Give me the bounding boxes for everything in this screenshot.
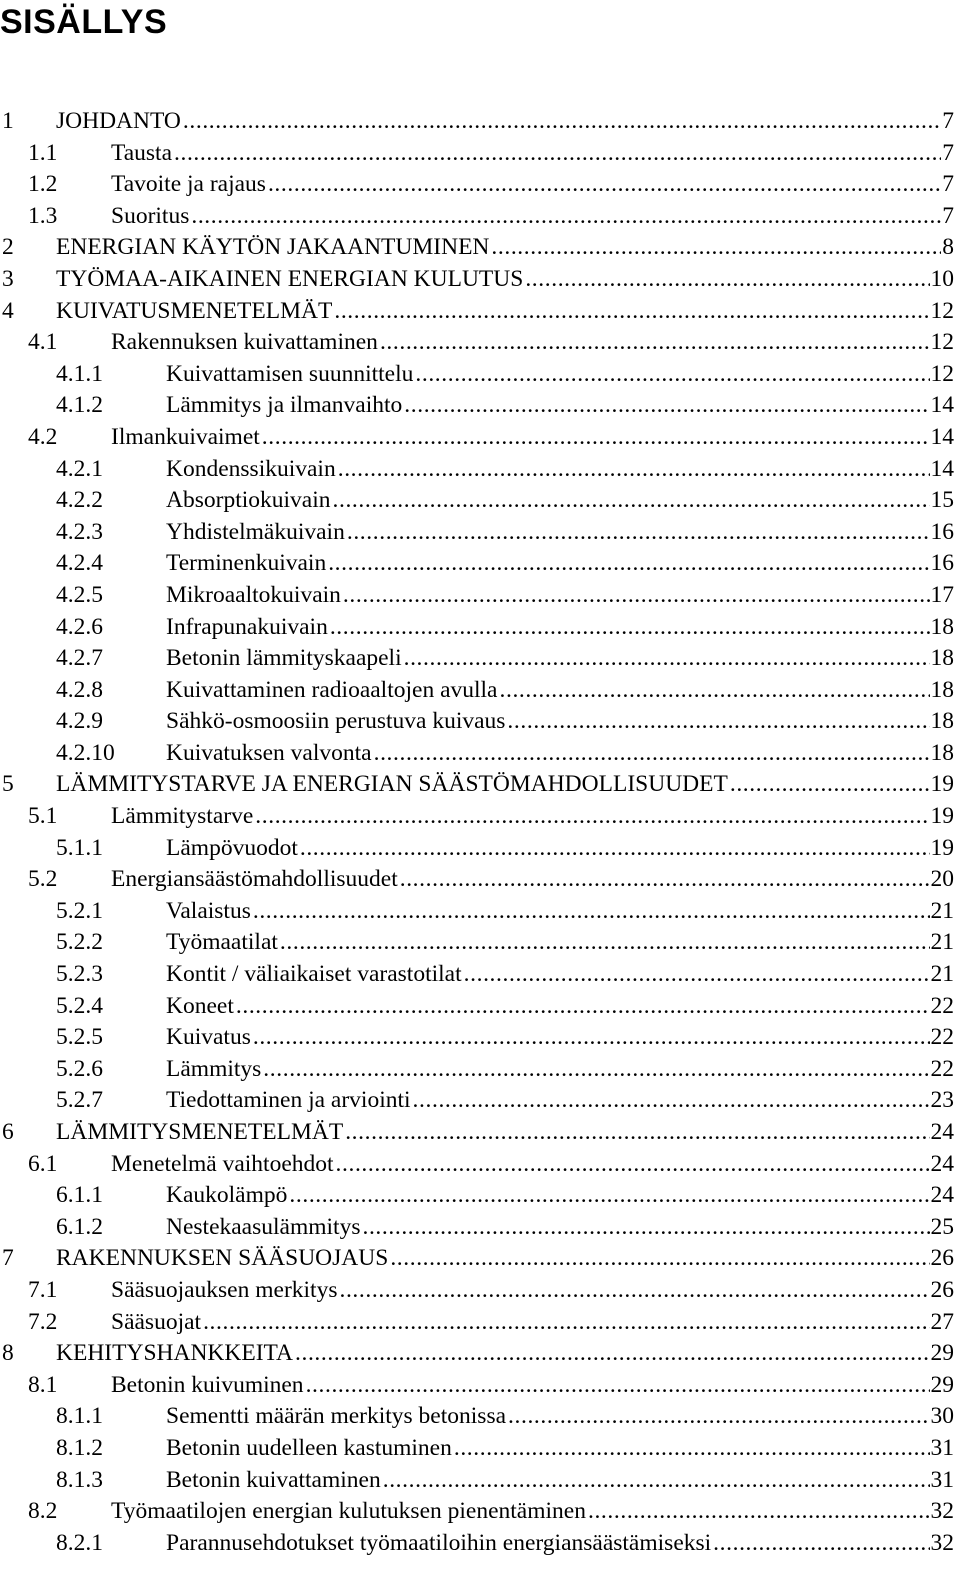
dot-leader	[306, 1370, 930, 1402]
toc-entry-page-number: 22	[930, 991, 955, 1023]
toc-entry-line	[166, 359, 954, 391]
toc-entry-title: Tavoite ja rajaus	[111, 169, 268, 201]
dot-leader	[730, 769, 930, 801]
toc-entry-title: Kuivatus	[166, 1022, 253, 1054]
toc-entry-page-number: 32	[930, 1496, 955, 1528]
toc-entry[interactable]	[0, 1496, 960, 1528]
dot-leader	[330, 612, 930, 644]
dot-leader	[339, 1275, 929, 1307]
toc-entry-line	[111, 201, 954, 233]
toc-entry-title: Rakennuksen kuivattaminen	[111, 327, 380, 359]
toc-entry[interactable]	[0, 706, 960, 738]
toc-entry-number: 4.1.2	[56, 392, 103, 419]
dot-leader	[334, 296, 929, 328]
toc-entry[interactable]	[0, 1243, 960, 1275]
page-title: SISÄLLYS	[0, 3, 168, 41]
dot-leader	[345, 1117, 929, 1149]
toc-entry-page-number: 18	[930, 706, 955, 738]
toc-entry-page-number: 31	[930, 1433, 955, 1465]
toc-entry-title: ENERGIAN KÄYTÖN JAKAANTUMINEN	[56, 232, 491, 264]
toc-entry-line	[111, 801, 954, 833]
toc-entry-number: 5.2.4	[56, 992, 103, 1019]
toc-entry-page-number: 18	[930, 738, 955, 770]
toc-entry-title: Sementti määrän merkitys betonissa	[166, 1401, 508, 1433]
dot-leader	[404, 390, 929, 422]
toc-entry-page-number: 7	[941, 106, 954, 138]
toc-entry-page-number: 22	[930, 1054, 955, 1086]
toc-entry-title: Sähkö-osmoosiin perustuva kuivaus	[166, 706, 507, 738]
toc-entry-number: 4.1.1	[56, 360, 103, 387]
toc-entry-line	[166, 1465, 954, 1497]
dot-leader	[295, 1338, 930, 1370]
dot-leader	[338, 454, 930, 486]
toc-entry-title: LÄMMITYSMENETELMÄT	[56, 1117, 345, 1149]
toc-entry-page-number: 14	[930, 390, 955, 422]
toc-entry[interactable]	[0, 1149, 960, 1181]
toc-entry-line	[56, 769, 954, 801]
toc-entry-number: 5.2.6	[56, 1055, 103, 1082]
toc-entry[interactable]	[0, 1401, 960, 1433]
dot-leader	[362, 1212, 929, 1244]
toc-entry[interactable]	[0, 390, 960, 422]
toc-entry-number: 6.1	[28, 1150, 58, 1177]
toc-entry-number: 1.3	[28, 202, 58, 229]
toc-entry-title: KEHITYSHANKKEITA	[56, 1338, 295, 1370]
toc-entry[interactable]	[0, 485, 960, 517]
toc-entry-page-number: 19	[930, 833, 955, 865]
toc-entry-line	[111, 1307, 954, 1339]
toc-entry[interactable]	[0, 1117, 960, 1149]
toc-entry-number: 6	[2, 1119, 14, 1145]
toc-entry-title: Yhdistelmäkuivain	[166, 517, 347, 549]
toc-entry-line	[166, 896, 954, 928]
toc-entry-title: Betonin lämmityskaapeli	[166, 643, 404, 675]
toc-entry-number: 6.1.2	[56, 1213, 103, 1240]
dot-leader	[390, 1243, 929, 1275]
toc-entry-title: Kuivattaminen radioaaltojen avulla	[166, 675, 500, 707]
toc-entry-line	[166, 1180, 954, 1212]
toc-entry[interactable]	[0, 801, 960, 833]
toc-entry-page-number: 14	[930, 454, 955, 486]
toc-entry-line	[166, 706, 954, 738]
toc-entry-line	[166, 1433, 954, 1465]
toc-entry-page-number: 21	[930, 927, 955, 959]
toc-entry-number: 8.1	[28, 1371, 58, 1398]
toc-entry-page-number: 22	[930, 1022, 955, 1054]
dot-leader	[404, 643, 930, 675]
toc-entry[interactable]	[0, 675, 960, 707]
toc-entry-line	[166, 675, 954, 707]
dot-leader	[328, 548, 929, 580]
toc-entry-number: 8.1.2	[56, 1434, 103, 1461]
toc-entry-line	[166, 991, 954, 1023]
toc-entry-number: 4.2.6	[56, 613, 103, 640]
toc-entry-number: 7.1	[28, 1276, 58, 1303]
toc-entry-line	[111, 1370, 954, 1402]
dot-leader	[203, 1307, 929, 1339]
toc-entry[interactable]	[0, 169, 960, 201]
toc-entry-page-number: 19	[930, 801, 955, 833]
toc-entry-line	[56, 264, 954, 296]
toc-entry-number: 4.2.3	[56, 518, 103, 545]
toc-entry-title: Valaistus	[166, 896, 253, 928]
toc-entry-line	[166, 485, 954, 517]
toc-entry-number: 8	[2, 1340, 14, 1367]
toc-entry-title: Tiedottaminen ja arviointi	[166, 1085, 413, 1117]
dot-leader	[347, 517, 930, 549]
toc-entry[interactable]	[0, 1465, 960, 1497]
toc-entry-page-number: 10	[930, 264, 955, 296]
toc-entry-line	[111, 864, 954, 896]
toc-entry[interactable]	[0, 327, 960, 359]
toc-entry[interactable]	[0, 769, 960, 801]
toc-entry-page-number: 12	[930, 296, 955, 328]
dot-leader	[413, 1085, 930, 1117]
toc-entry-title: RAKENNUKSEN SÄÄSUOJAUS	[56, 1243, 390, 1275]
toc-entry-number: 4.2	[28, 423, 58, 450]
toc-entry-number: 4.2.5	[56, 581, 103, 608]
toc-entry-number: 5.2.3	[56, 961, 103, 988]
toc-entry-line	[166, 454, 954, 486]
toc-entry-line	[166, 390, 954, 422]
toc-entry-page-number: 21	[930, 896, 955, 928]
toc-entry-page-number: 20	[930, 864, 955, 896]
toc-entry-number: 5.2.5	[56, 1024, 103, 1051]
toc-entry-number: 6.1.1	[56, 1182, 103, 1209]
toc-entry[interactable]	[0, 580, 960, 612]
toc-entry-number: 7	[2, 1245, 14, 1272]
toc-entry-number: 4.2.1	[56, 455, 103, 482]
dot-leader	[183, 106, 941, 138]
toc-entry[interactable]	[0, 1433, 960, 1465]
toc-entry-line	[111, 1149, 954, 1181]
toc-entry[interactable]	[0, 264, 960, 296]
toc-entry[interactable]	[0, 1275, 960, 1307]
toc-entry[interactable]	[0, 643, 960, 675]
toc-entry-title: Suoritus	[111, 201, 191, 233]
toc-entry-page-number: 17	[930, 580, 955, 612]
toc-entry-line	[166, 1054, 954, 1086]
dot-leader	[374, 738, 930, 770]
toc-entry-number: 5	[2, 771, 14, 798]
toc-entry-title: Sääsuojat	[111, 1307, 203, 1339]
toc-entry[interactable]	[0, 232, 960, 264]
toc-entry[interactable]	[0, 927, 960, 959]
toc-entry[interactable]	[0, 1528, 960, 1560]
toc-entry-line	[166, 1528, 954, 1560]
toc-entry-page-number: 12	[930, 359, 955, 391]
toc-entry-title: Nestekaasulämmitys	[166, 1212, 362, 1244]
toc-entry-title: Parannusehdotukset työmaatiloihin energiansäästämiseksi	[166, 1528, 713, 1560]
dot-leader	[263, 1054, 929, 1086]
toc-entry-title: Koneet	[166, 991, 236, 1023]
toc-entry-title: Lämpövuodot	[166, 833, 300, 865]
toc-entry-page-number: 18	[930, 675, 955, 707]
toc-entry-number: 7.2	[28, 1308, 58, 1335]
toc-entry-line	[56, 106, 954, 138]
toc-entry-title: LÄMMITYSTARVE JA ENERGIAN SÄÄSTÖMAHDOLLISUUDET	[56, 769, 730, 801]
toc-entry-line	[56, 296, 954, 328]
toc-entry-number: 4	[2, 297, 14, 324]
toc-entry-page-number: 15	[930, 485, 955, 517]
dot-leader	[400, 864, 930, 896]
toc-entry-line	[111, 1496, 954, 1528]
dot-leader	[333, 485, 930, 517]
toc-entry[interactable]	[0, 991, 960, 1023]
toc-entry-line	[56, 1117, 954, 1149]
toc-entry-line	[166, 959, 954, 991]
toc-entry-line	[166, 1212, 954, 1244]
dot-leader	[191, 201, 941, 233]
toc-entry[interactable]	[0, 612, 960, 644]
dot-leader	[253, 896, 930, 928]
toc-entry-number: 5.2.2	[56, 929, 103, 956]
toc-entry-title: Kontit / väliaikaiset varastotilat	[166, 959, 464, 991]
dot-leader	[383, 1465, 930, 1497]
toc-entry-line	[56, 1243, 954, 1275]
toc-entry-page-number: 19	[930, 769, 955, 801]
toc-entry-page-number: 30	[930, 1401, 955, 1433]
toc-entry[interactable]	[0, 548, 960, 580]
toc-entry-page-number: 16	[930, 548, 955, 580]
toc-entry-page-number: 24	[930, 1149, 955, 1181]
toc-entry-title: KUIVATUSMENETELMÄT	[56, 296, 334, 328]
dot-leader	[336, 1149, 930, 1181]
dot-leader	[289, 1180, 929, 1212]
toc-entry-title: Absorptiokuivain	[166, 485, 333, 517]
toc-entry-title: Terminenkuivain	[166, 548, 328, 580]
toc-entry-number: 5.1.1	[56, 834, 103, 861]
toc-entry-number: 8.2.1	[56, 1529, 103, 1556]
toc-entry-page-number: 29	[930, 1338, 955, 1370]
toc-entry-title: Sääsuojauksen merkitys	[111, 1275, 339, 1307]
toc-entry-number: 5.2.1	[56, 897, 103, 924]
toc-entry-page-number: 25	[930, 1212, 955, 1244]
toc-entry-line	[166, 833, 954, 865]
toc-entry-line	[166, 1022, 954, 1054]
toc-entry[interactable]	[0, 1338, 960, 1370]
dot-leader	[508, 1401, 929, 1433]
toc-entry-line	[111, 169, 954, 201]
dot-leader	[268, 169, 941, 201]
toc-entry-title: Lämmitystarve	[111, 801, 255, 833]
toc-entry-number: 4.2.7	[56, 645, 103, 672]
toc-entry-title: Kuivattamisen suunnittelu	[166, 359, 415, 391]
toc-entry-title: Energiansäästömahdollisuudet	[111, 864, 400, 896]
toc-entry-number: 2	[2, 234, 14, 261]
toc-entry-page-number: 21	[930, 959, 955, 991]
toc-entry-number: 3	[2, 265, 14, 292]
toc-entry-page-number: 23	[930, 1085, 955, 1117]
toc-entry[interactable]	[0, 296, 960, 328]
dot-leader	[507, 706, 929, 738]
toc-entry[interactable]	[0, 1180, 960, 1212]
toc-entry-line	[166, 517, 954, 549]
toc-entry-number: 4.1	[28, 329, 58, 356]
toc-entry-title: Infrapunakuivain	[166, 612, 330, 644]
toc-entry-number: 4.2.2	[56, 487, 103, 514]
dot-leader	[280, 927, 930, 959]
toc-entry-line	[166, 612, 954, 644]
toc-entry-number: 4.2.8	[56, 676, 103, 703]
toc-entry-line	[166, 643, 954, 675]
toc-entry-number: 8.1.3	[56, 1466, 103, 1493]
toc-entry-title: Betonin kuivuminen	[111, 1370, 306, 1402]
toc-entry-title: Betonin kuivattaminen	[166, 1465, 383, 1497]
toc-entry[interactable]	[0, 1085, 960, 1117]
toc-entry-line	[56, 232, 954, 264]
toc-entry-line	[111, 1275, 954, 1307]
dot-leader	[415, 359, 929, 391]
toc-entry-title: Kuivatuksen valvonta	[166, 738, 374, 770]
dot-leader	[262, 422, 930, 454]
toc-entry-page-number: 14	[930, 422, 955, 454]
toc-entry-page-number: 16	[930, 517, 955, 549]
toc-entry-number: 4.2.10	[56, 739, 115, 766]
dot-leader	[500, 675, 930, 707]
toc-entry-page-number: 18	[930, 643, 955, 675]
toc-entry-page-number: 27	[930, 1307, 955, 1339]
toc-entry[interactable]	[0, 1370, 960, 1402]
toc-entry[interactable]	[0, 201, 960, 233]
dot-leader	[464, 959, 930, 991]
toc-entry-number: 8.2	[28, 1498, 58, 1525]
toc-entry-line	[111, 138, 954, 170]
toc-entry-line	[166, 1401, 954, 1433]
toc-entry[interactable]	[0, 422, 960, 454]
toc-entry[interactable]	[0, 138, 960, 170]
toc-entry-title: JOHDANTO	[56, 106, 183, 138]
toc-entry-page-number: 32	[930, 1528, 955, 1560]
toc-entry-title: Lämmitys	[166, 1054, 263, 1086]
toc-entry-title: Työmaatilojen energian kulutuksen pienentäminen	[111, 1496, 588, 1528]
dot-leader	[588, 1496, 930, 1528]
toc-entry-number: 4.2.4	[56, 550, 103, 577]
dot-leader	[255, 801, 929, 833]
toc-entry-title: Kondenssikuivain	[166, 454, 338, 486]
toc-entry-page-number: 12	[930, 327, 955, 359]
toc-entry-page-number: 31	[930, 1465, 955, 1497]
toc-entry-page-number: 29	[930, 1370, 955, 1402]
toc-entry-line	[166, 1085, 954, 1117]
toc-entry-number: 1.1	[28, 139, 58, 166]
toc-entry-page-number: 8	[941, 232, 954, 264]
toc-entry-title: Tausta	[111, 138, 174, 170]
toc-entry[interactable]	[0, 359, 960, 391]
toc-entry-number: 1.2	[28, 171, 58, 198]
toc-entry-title: Työmaatilat	[166, 927, 280, 959]
toc-entry-title: Kaukolämpö	[166, 1180, 289, 1212]
toc-entry[interactable]	[0, 833, 960, 865]
toc-entry[interactable]	[0, 517, 960, 549]
toc-entry-title: Betonin uudelleen kastuminen	[166, 1433, 454, 1465]
toc-entry[interactable]	[0, 864, 960, 896]
table-of-contents	[0, 106, 960, 1559]
toc-entry-title: Menetelmä vaihtoehdot	[111, 1149, 336, 1181]
toc-entry-title: Ilmankuivaimet	[111, 422, 262, 454]
toc-entry-number: 4.2.9	[56, 708, 103, 735]
toc-entry-line	[166, 927, 954, 959]
dot-leader	[343, 580, 930, 612]
toc-entry[interactable]	[0, 454, 960, 486]
toc-entry-page-number: 7	[941, 169, 954, 201]
toc-entry-page-number: 26	[930, 1243, 955, 1275]
toc-entry-line	[56, 1338, 954, 1370]
toc-entry[interactable]	[0, 1022, 960, 1054]
toc-entry-number: 1	[2, 108, 14, 134]
toc-entry-page-number: 24	[930, 1180, 955, 1212]
toc-entry[interactable]	[0, 896, 960, 928]
dot-leader	[236, 991, 930, 1023]
toc-entry[interactable]	[0, 106, 960, 138]
dot-leader	[174, 138, 941, 170]
dot-leader	[491, 232, 941, 264]
dot-leader	[253, 1022, 930, 1054]
toc-entry-line	[166, 580, 954, 612]
toc-entry-page-number: 24	[930, 1117, 955, 1149]
toc-entry[interactable]	[0, 738, 960, 770]
toc-entry-number: 8.1.1	[56, 1403, 103, 1430]
toc-entry-line	[111, 327, 954, 359]
toc-entry-page-number: 7	[941, 138, 954, 170]
toc-entry-title: Lämmitys ja ilmanvaihto	[166, 390, 404, 422]
toc-entry-line	[166, 738, 954, 770]
toc-entry[interactable]	[0, 1212, 960, 1244]
toc-entry-number: 5.2	[28, 866, 58, 893]
toc-entry[interactable]	[0, 1307, 960, 1339]
toc-entry-line	[166, 548, 954, 580]
toc-entry-number: 5.2.7	[56, 1087, 103, 1114]
toc-entry-page-number: 7	[941, 201, 954, 233]
toc-entry[interactable]	[0, 1054, 960, 1086]
toc-entry[interactable]	[0, 959, 960, 991]
dot-leader	[525, 264, 929, 296]
toc-entry-line	[111, 422, 954, 454]
dot-leader	[454, 1433, 930, 1465]
toc-entry-number: 5.1	[28, 803, 58, 830]
dot-leader	[713, 1528, 929, 1560]
toc-entry-title: TYÖMAA-AIKAINEN ENERGIAN KULUTUS	[56, 264, 525, 296]
toc-entry-page-number: 26	[930, 1275, 955, 1307]
toc-entry-page-number: 18	[930, 612, 955, 644]
dot-leader	[380, 327, 930, 359]
dot-leader	[300, 833, 930, 865]
toc-entry-title: Mikroaaltokuivain	[166, 580, 343, 612]
